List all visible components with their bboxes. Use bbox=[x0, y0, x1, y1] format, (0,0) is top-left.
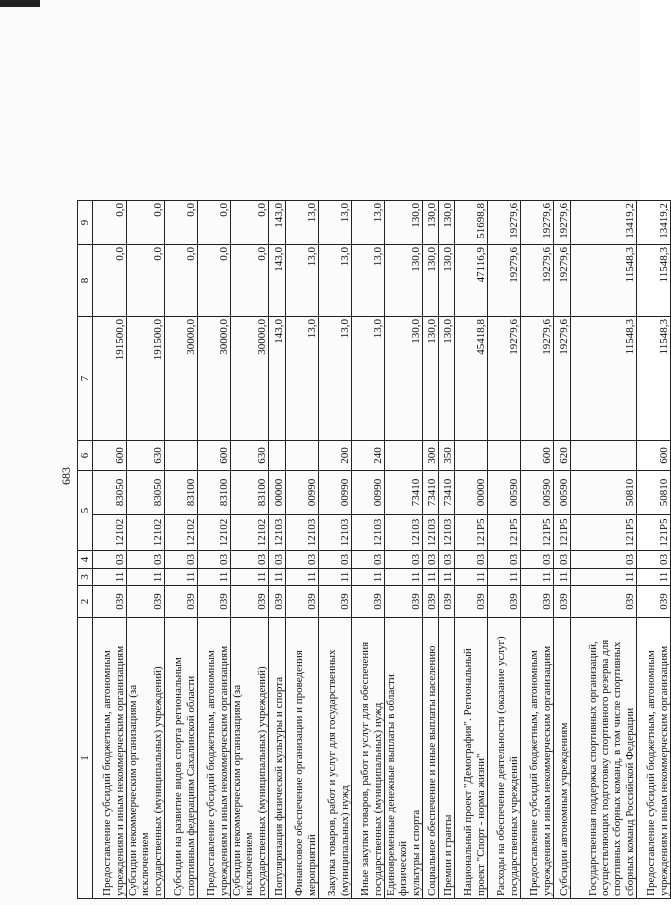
amount-col9-cell: 13419,2 bbox=[570, 201, 636, 245]
direction-code-cell: 00000 bbox=[454, 471, 487, 515]
row-name-cell: Предоставление субсидий бюджетным, автономным учреждениям и иным некоммерческим организациям bbox=[636, 618, 670, 899]
program-code-cell: 12102 bbox=[127, 515, 165, 551]
amount-col7-cell: 30000,0 bbox=[164, 317, 197, 441]
amount-col8-cell: 143,0 bbox=[268, 245, 285, 317]
amount-col8-cell: 47116,9 bbox=[454, 245, 487, 317]
table-row bbox=[520, 201, 553, 899]
expense-type-cell bbox=[384, 441, 422, 471]
expense-type-cell: 620 bbox=[553, 441, 570, 471]
row-name-cell: Субсидии некоммерческим организациям (за исключением государственных (муниципальных) учреждений) bbox=[127, 618, 165, 899]
amount-col8-cell: 0,0 bbox=[230, 245, 268, 317]
table-row bbox=[230, 201, 268, 899]
program-code-cell: 12103 bbox=[268, 515, 285, 551]
amount-col8-cell: 0,0 bbox=[93, 245, 127, 317]
grbs-code-cell: 039 bbox=[93, 586, 127, 618]
amount-col8-cell: 0,0 bbox=[164, 245, 197, 317]
expense-type-cell: 600 bbox=[520, 441, 553, 471]
section-code-cell: 11 bbox=[553, 569, 570, 586]
table-row bbox=[438, 201, 454, 899]
direction-code-cell: 83100 bbox=[197, 471, 230, 515]
subsection-code-cell: 03 bbox=[422, 551, 438, 569]
budget-table bbox=[77, 200, 671, 899]
row-name-cell: Премии и гранты bbox=[438, 618, 454, 899]
subsection-code-cell: 03 bbox=[164, 551, 197, 569]
subsection-code-cell: 03 bbox=[230, 551, 268, 569]
amount-col7-cell: 130,0 bbox=[438, 317, 454, 441]
amount-col9-cell: 0,0 bbox=[93, 201, 127, 245]
subsection-code-cell: 03 bbox=[438, 551, 454, 569]
program-code-cell: 12102 bbox=[197, 515, 230, 551]
amount-col8-cell: 19279,6 bbox=[487, 245, 520, 317]
program-code-cell: 121P5 bbox=[454, 515, 487, 551]
direction-code-cell: 73410 bbox=[422, 471, 438, 515]
header-row bbox=[78, 201, 93, 899]
grbs-code-cell: 039 bbox=[351, 586, 384, 618]
direction-code-cell: 73410 bbox=[384, 471, 422, 515]
subsection-code-cell: 03 bbox=[197, 551, 230, 569]
amount-col9-cell: 130,0 bbox=[438, 201, 454, 245]
grbs-code-cell: 039 bbox=[553, 586, 570, 618]
grbs-code-cell: 039 bbox=[520, 586, 553, 618]
amount-col8-cell: 0,0 bbox=[197, 245, 230, 317]
row-name-cell: Национальный проект "Демография". Региональный проект "Спорт - норма жизни" bbox=[454, 618, 487, 899]
section-code-cell: 11 bbox=[197, 569, 230, 586]
row-name-cell: Иные закупки товаров, работ и услуг для обеспечения государственных (муниципальных) нужд bbox=[351, 618, 384, 899]
subsection-code-cell: 03 bbox=[570, 551, 636, 569]
expense-type-cell: 240 bbox=[351, 441, 384, 471]
grbs-code-cell: 039 bbox=[268, 586, 285, 618]
amount-col7-cell: 143,0 bbox=[268, 317, 285, 441]
header-col-2: 2 bbox=[78, 586, 93, 618]
amount-col8-cell: 19279,6 bbox=[520, 245, 553, 317]
expense-type-cell bbox=[454, 441, 487, 471]
direction-code-cell: 83050 bbox=[127, 471, 165, 515]
amount-col8-cell: 0,0 bbox=[127, 245, 165, 317]
amount-col8-cell: 19279,6 bbox=[553, 245, 570, 317]
table-row bbox=[127, 201, 165, 899]
grbs-code-cell: 039 bbox=[636, 586, 670, 618]
table-row bbox=[93, 201, 127, 899]
table-row bbox=[285, 201, 318, 899]
table-row bbox=[384, 201, 422, 899]
grbs-code-cell: 039 bbox=[384, 586, 422, 618]
row-name-cell: Предоставление субсидий бюджетным, автономным учреждениям и иным некоммерческим организациям bbox=[197, 618, 230, 899]
amount-col7-cell: 11548,3 bbox=[636, 317, 670, 441]
grbs-code-cell: 039 bbox=[230, 586, 268, 618]
section-code-cell: 11 bbox=[636, 569, 670, 586]
program-code-cell: 12103 bbox=[438, 515, 454, 551]
subsection-code-cell: 03 bbox=[93, 551, 127, 569]
amount-col8-cell: 130,0 bbox=[384, 245, 422, 317]
amount-col9-cell: 0,0 bbox=[197, 201, 230, 245]
amount-col9-cell: 13,0 bbox=[285, 201, 318, 245]
expense-type-cell bbox=[487, 441, 520, 471]
amount-col9-cell: 19279,6 bbox=[553, 201, 570, 245]
grbs-code-cell: 039 bbox=[127, 586, 165, 618]
section-code-cell: 11 bbox=[520, 569, 553, 586]
direction-code-cell: 00990 bbox=[285, 471, 318, 515]
section-code-cell: 11 bbox=[438, 569, 454, 586]
row-name-cell: Расходы на обеспечение деятельности (оказание услуг) государственных учреждений bbox=[487, 618, 520, 899]
subsection-code-cell: 03 bbox=[384, 551, 422, 569]
program-code-cell: 12103 bbox=[285, 515, 318, 551]
program-code-cell: 12102 bbox=[230, 515, 268, 551]
expense-type-cell bbox=[570, 441, 636, 471]
subsection-code-cell: 03 bbox=[454, 551, 487, 569]
section-code-cell: 11 bbox=[422, 569, 438, 586]
direction-code-cell: 00990 bbox=[318, 471, 351, 515]
section-code-cell: 11 bbox=[454, 569, 487, 586]
table-row bbox=[422, 201, 438, 899]
amount-col7-cell: 19279,6 bbox=[520, 317, 553, 441]
grbs-code-cell: 039 bbox=[422, 586, 438, 618]
amount-col9-cell: 143,0 bbox=[268, 201, 285, 245]
table-row bbox=[268, 201, 285, 899]
section-code-cell: 11 bbox=[164, 569, 197, 586]
amount-col7-cell: 191500,0 bbox=[93, 317, 127, 441]
header-col-6: 6 bbox=[78, 441, 93, 471]
amount-col9-cell: 0,0 bbox=[164, 201, 197, 245]
subsection-code-cell: 03 bbox=[351, 551, 384, 569]
table-row bbox=[570, 201, 636, 899]
section-code-cell: 11 bbox=[570, 569, 636, 586]
amount-col7-cell: 130,0 bbox=[422, 317, 438, 441]
amount-col8-cell: 11548,3 bbox=[570, 245, 636, 317]
program-code-cell: 121P5 bbox=[553, 515, 570, 551]
grbs-code-cell: 039 bbox=[164, 586, 197, 618]
amount-col9-cell: 0,0 bbox=[127, 201, 165, 245]
row-name-cell: Субсидии на развитие видов спорта региональным спортивным федерациям Сахалинской области bbox=[164, 618, 197, 899]
row-name-cell: Популяризация физической культуры и спорта bbox=[268, 618, 285, 899]
direction-code-cell: 00000 bbox=[268, 471, 285, 515]
amount-col7-cell: 30000,0 bbox=[230, 317, 268, 441]
section-code-cell: 11 bbox=[268, 569, 285, 586]
expense-type-cell bbox=[285, 441, 318, 471]
section-code-cell: 11 bbox=[127, 569, 165, 586]
section-code-cell: 11 bbox=[285, 569, 318, 586]
program-code-cell: 12102 bbox=[164, 515, 197, 551]
amount-col7-cell: 130,0 bbox=[384, 317, 422, 441]
table-row bbox=[553, 201, 570, 899]
section-code-cell: 11 bbox=[318, 569, 351, 586]
row-name-cell: Единовременные денежные выплаты в области физической культуры и спорта bbox=[384, 618, 422, 899]
amount-col9-cell: 19279,6 bbox=[487, 201, 520, 245]
rotated-sheet bbox=[57, 27, 670, 899]
subsection-code-cell: 03 bbox=[127, 551, 165, 569]
amount-col7-cell: 191500,0 bbox=[127, 317, 165, 441]
amount-col8-cell: 13,0 bbox=[351, 245, 384, 317]
expense-type-cell: 350 bbox=[438, 441, 454, 471]
amount-col7-cell: 45418,8 bbox=[454, 317, 487, 441]
table-row bbox=[454, 201, 487, 899]
direction-code-cell: 83100 bbox=[230, 471, 268, 515]
section-code-cell: 11 bbox=[487, 569, 520, 586]
expense-type-cell: 600 bbox=[197, 441, 230, 471]
subsection-code-cell: 03 bbox=[318, 551, 351, 569]
header-col-5: 5 bbox=[78, 471, 93, 551]
program-code-cell: 121P5 bbox=[570, 515, 636, 551]
expense-type-cell bbox=[164, 441, 197, 471]
direction-code-cell: 00590 bbox=[553, 471, 570, 515]
subsection-code-cell: 03 bbox=[268, 551, 285, 569]
row-name-cell: Социальное обеспечение и иные выплаты населению bbox=[422, 618, 438, 899]
amount-col9-cell: 13419,2 bbox=[636, 201, 670, 245]
grbs-code-cell: 039 bbox=[438, 586, 454, 618]
amount-col9-cell: 13,0 bbox=[318, 201, 351, 245]
grbs-code-cell: 039 bbox=[454, 586, 487, 618]
amount-col7-cell: 30000,0 bbox=[197, 317, 230, 441]
amount-col7-cell: 13,0 bbox=[318, 317, 351, 441]
program-code-cell: 121P5 bbox=[520, 515, 553, 551]
amount-col9-cell: 130,0 bbox=[384, 201, 422, 245]
amount-col8-cell: 130,0 bbox=[422, 245, 438, 317]
amount-col9-cell: 13,0 bbox=[351, 201, 384, 245]
amount-col7-cell: 19279,6 bbox=[487, 317, 520, 441]
table-row bbox=[318, 201, 351, 899]
amount-col9-cell: 19279,6 bbox=[520, 201, 553, 245]
header-col-4: 4 bbox=[78, 551, 93, 569]
program-code-cell: 12103 bbox=[318, 515, 351, 551]
header-col-1: 1 bbox=[78, 618, 93, 899]
amount-col7-cell: 11548,3 bbox=[570, 317, 636, 441]
row-name-cell: Финансовое обеспечение организации и проведения мероприятий bbox=[285, 618, 318, 899]
row-name-cell: Субсидии автономным учреждениям bbox=[553, 618, 570, 899]
expense-type-cell: 630 bbox=[230, 441, 268, 471]
table-row bbox=[487, 201, 520, 899]
row-name-cell: Предоставление субсидий бюджетным, автономным учреждениям и иным некоммерческим организациям bbox=[93, 618, 127, 899]
program-code-cell: 12103 bbox=[351, 515, 384, 551]
direction-code-cell: 83050 bbox=[93, 471, 127, 515]
program-code-cell: 12102 bbox=[93, 515, 127, 551]
expense-type-cell: 200 bbox=[318, 441, 351, 471]
section-code-cell: 11 bbox=[384, 569, 422, 586]
direction-code-cell: 73410 bbox=[438, 471, 454, 515]
direction-code-cell: 00590 bbox=[520, 471, 553, 515]
table-row bbox=[636, 201, 670, 899]
table-body bbox=[93, 201, 671, 899]
expense-type-cell: 600 bbox=[636, 441, 670, 471]
header-col-7: 7 bbox=[78, 317, 93, 441]
row-name-cell: Государственная поддержка спортивных организаций, осуществляющих подготовку спортивного резерва для спортивных сборных команд, в том числе спортивных сборных команд Российской Федерации bbox=[570, 618, 636, 899]
direction-code-cell: 00590 bbox=[487, 471, 520, 515]
table-row bbox=[351, 201, 384, 899]
section-code-cell: 11 bbox=[93, 569, 127, 586]
grbs-code-cell: 039 bbox=[197, 586, 230, 618]
amount-col7-cell: 19279,6 bbox=[553, 317, 570, 441]
grbs-code-cell: 039 bbox=[285, 586, 318, 618]
amount-col8-cell: 130,0 bbox=[438, 245, 454, 317]
amount-col9-cell: 51698,8 bbox=[454, 201, 487, 245]
expense-type-cell: 600 bbox=[93, 441, 127, 471]
direction-code-cell: 50810 bbox=[570, 471, 636, 515]
program-code-cell: 12103 bbox=[422, 515, 438, 551]
amount-col8-cell: 13,0 bbox=[285, 245, 318, 317]
page-number: 683 bbox=[59, 467, 73, 485]
header-col-8: 8 bbox=[78, 245, 93, 317]
row-name-cell: Предоставление субсидий бюджетным, автономным учреждениям и иным некоммерческим организациям bbox=[520, 618, 553, 899]
header-col-3: 3 bbox=[78, 569, 93, 586]
subsection-code-cell: 03 bbox=[487, 551, 520, 569]
subsection-code-cell: 03 bbox=[520, 551, 553, 569]
direction-code-cell: 83100 bbox=[164, 471, 197, 515]
section-code-cell: 11 bbox=[351, 569, 384, 586]
amount-col9-cell: 130,0 bbox=[422, 201, 438, 245]
amount-col7-cell: 13,0 bbox=[351, 317, 384, 441]
subsection-code-cell: 03 bbox=[636, 551, 670, 569]
program-code-cell: 121P5 bbox=[487, 515, 520, 551]
direction-code-cell: 00990 bbox=[351, 471, 384, 515]
row-name-cell: Закупка товаров, работ и услуг для государственных (муниципальных) нужд bbox=[318, 618, 351, 899]
scan-edge-mark bbox=[0, 0, 40, 7]
expense-type-cell: 300 bbox=[422, 441, 438, 471]
table-row bbox=[197, 201, 230, 899]
grbs-code-cell: 039 bbox=[570, 586, 636, 618]
grbs-code-cell: 039 bbox=[318, 586, 351, 618]
grbs-code-cell: 039 bbox=[487, 586, 520, 618]
section-code-cell: 11 bbox=[230, 569, 268, 586]
table-row bbox=[164, 201, 197, 899]
header-col-9: 9 bbox=[78, 201, 93, 245]
subsection-code-cell: 03 bbox=[285, 551, 318, 569]
expense-type-cell bbox=[268, 441, 285, 471]
program-code-cell: 12103 bbox=[384, 515, 422, 551]
amount-col9-cell: 0,0 bbox=[230, 201, 268, 245]
amount-col8-cell: 11548,3 bbox=[636, 245, 670, 317]
row-name-cell: Субсидии некоммерческим организациям (за исключением государственных (муниципальных) учреждений) bbox=[230, 618, 268, 899]
amount-col7-cell: 13,0 bbox=[285, 317, 318, 441]
direction-code-cell: 50810 bbox=[636, 471, 670, 515]
program-code-cell: 121P5 bbox=[636, 515, 670, 551]
amount-col8-cell: 13,0 bbox=[318, 245, 351, 317]
expense-type-cell: 630 bbox=[127, 441, 165, 471]
subsection-code-cell: 03 bbox=[553, 551, 570, 569]
